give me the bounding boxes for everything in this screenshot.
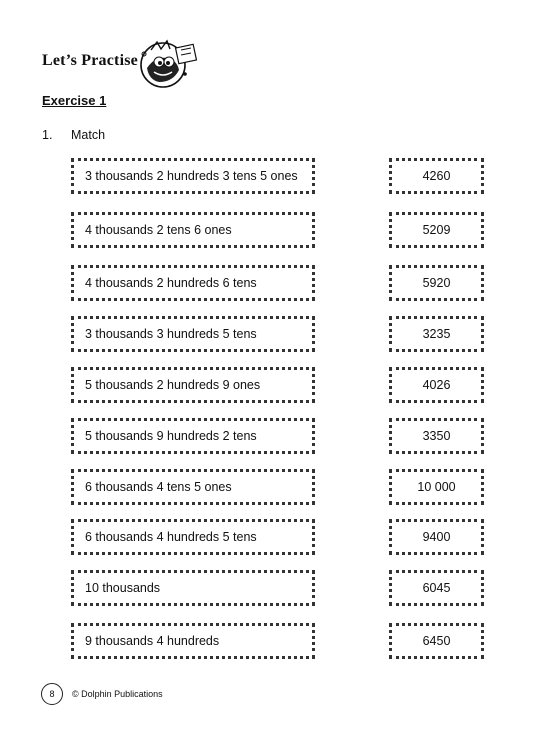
match-right-label: 9400 [422, 530, 451, 544]
question-number: 1. [42, 128, 53, 142]
match-left-box[interactable] [71, 212, 315, 248]
match-right-box[interactable] [389, 418, 484, 454]
publisher-credit: © Dolphin Publications [72, 689, 163, 699]
match-left-box[interactable] [71, 469, 315, 505]
match-right-label: 3350 [422, 429, 451, 443]
match-left-box[interactable] [71, 623, 315, 659]
match-right-label: 5209 [422, 223, 451, 237]
match-right-box[interactable] [389, 158, 484, 194]
match-left-label: 3 thousands 3 hundreds 5 tens [85, 327, 257, 341]
match-right-label: 6045 [422, 581, 451, 595]
mascot-illustration [137, 38, 199, 90]
match-right-label: 6450 [422, 634, 451, 648]
match-left-box[interactable] [71, 519, 315, 555]
match-right-box[interactable] [389, 623, 484, 659]
exercise-heading: Exercise 1 [42, 93, 107, 108]
match-left-box[interactable] [71, 158, 315, 194]
match-right-label: 4260 [422, 169, 451, 183]
match-left-label: 5 thousands 9 hundreds 2 tens [85, 429, 257, 443]
match-right-label: 5920 [422, 276, 451, 290]
match-right-box[interactable] [389, 570, 484, 606]
match-left-label: 6 thousands 4 hundreds 5 tens [85, 530, 257, 544]
match-right-label: 3235 [422, 327, 451, 341]
match-left-label: 4 thousands 2 hundreds 6 tens [85, 276, 257, 290]
match-right-box[interactable] [389, 519, 484, 555]
match-left-label: 6 thousands 4 tens 5 ones [85, 480, 232, 494]
match-right-box[interactable] [389, 367, 484, 403]
page-title: Let’s Practise [42, 52, 138, 69]
page-number: 8 [41, 683, 63, 705]
question-text: Match [71, 128, 106, 142]
match-left-label: 9 thousands 4 hundreds [85, 634, 220, 648]
match-right-label: 4026 [422, 378, 451, 392]
match-left-label: 4 thousands 2 tens 6 ones [85, 223, 232, 237]
match-right-label: 10 000 [417, 480, 456, 494]
match-right-box[interactable] [389, 316, 484, 352]
match-left-label: 10 thousands [85, 581, 161, 595]
match-left-label: 3 thousands 2 hundreds 3 tens 5 ones [85, 169, 298, 183]
match-left-label: 5 thousands 2 hundreds 9 ones [85, 378, 261, 392]
match-left-box[interactable] [71, 316, 315, 352]
match-left-box[interactable] [71, 418, 315, 454]
match-right-box[interactable] [389, 212, 484, 248]
match-left-box[interactable] [71, 265, 315, 301]
match-right-box[interactable] [389, 265, 484, 301]
match-right-box[interactable] [389, 469, 484, 505]
match-left-box[interactable] [71, 367, 315, 403]
match-left-box[interactable] [71, 570, 315, 606]
